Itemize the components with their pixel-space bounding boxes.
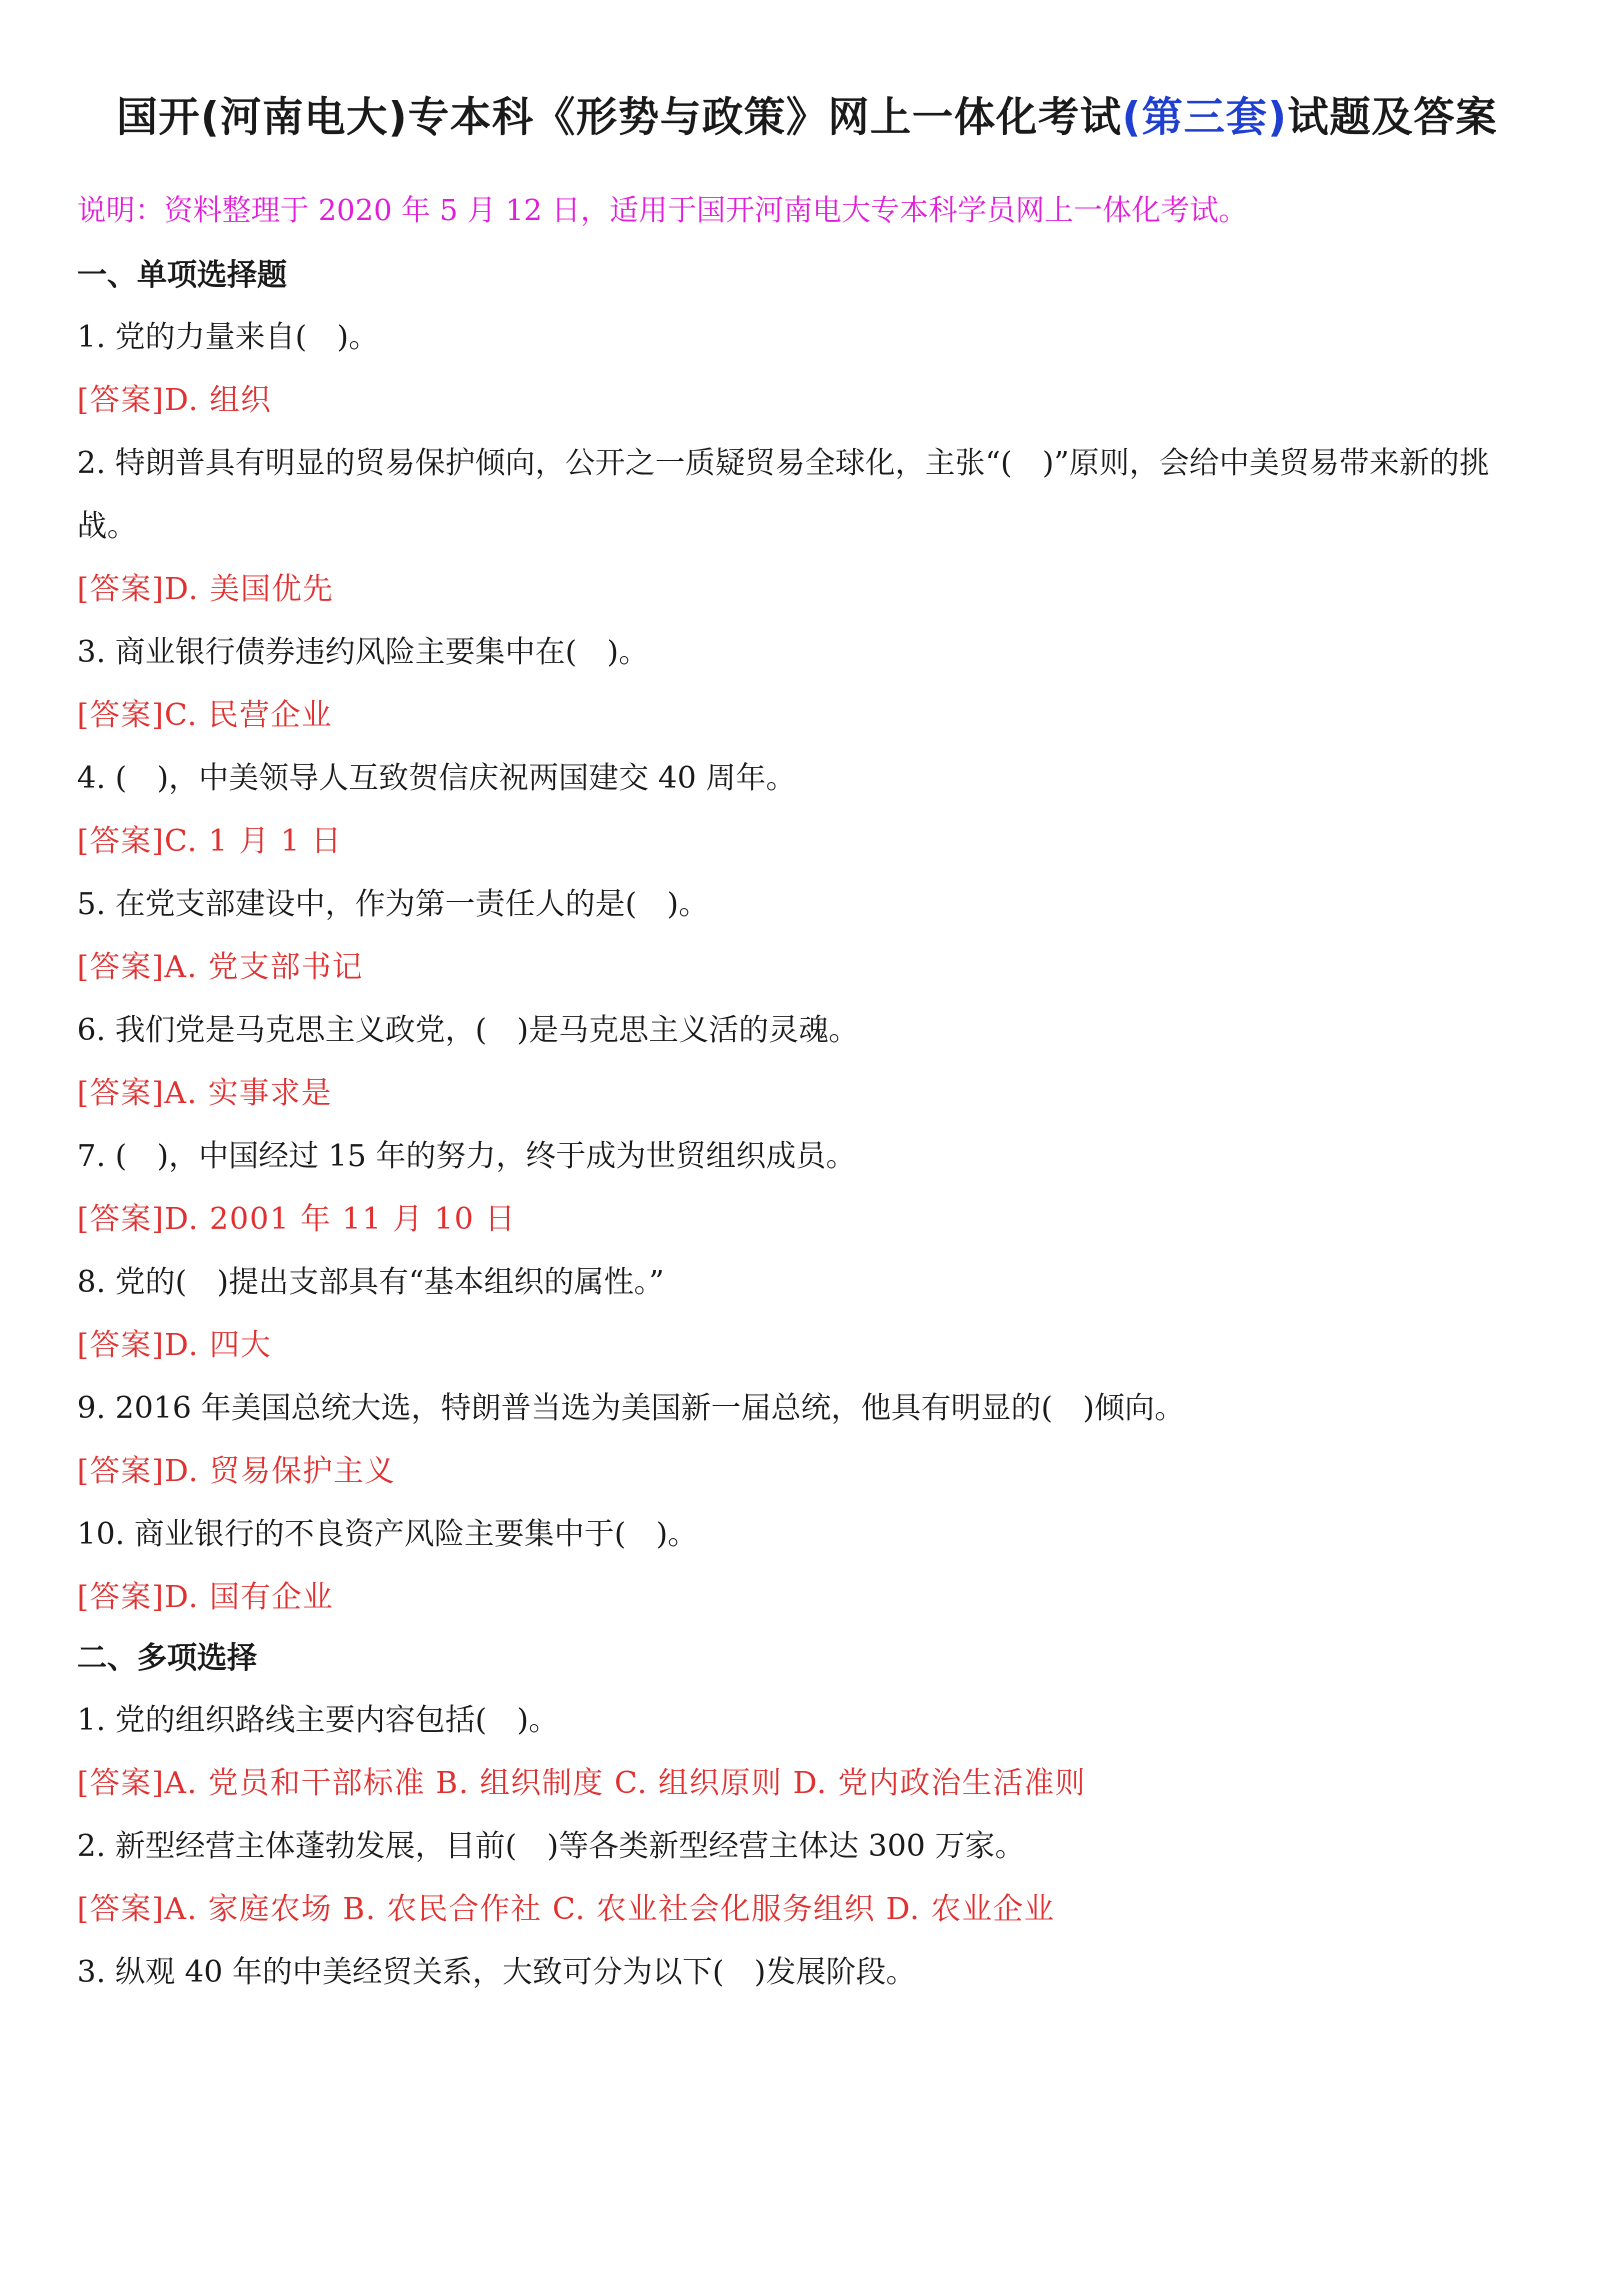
answer-text: [答案]D. 组织 (77, 383, 272, 418)
question-text: 10. 商业银行的不良资产风险主要集中于( )。 (77, 1517, 698, 1552)
answer-text: [答案]C. 1 月 1 日 (77, 824, 343, 859)
answer-text: [答案]C. 民营企业 (77, 698, 333, 733)
question-text: 6. 我们党是马克思主义政党，( )是马克思主义活的灵魂。 (77, 1013, 859, 1048)
question-text: 4. ( )，中美领导人互致贺信庆祝两国建交 40 周年。 (77, 761, 796, 796)
question-text: 2. 新型经营主体蓬勃发展，目前( )等各类新型经营主体达 300 万家。 (77, 1829, 1025, 1864)
question-text: 5. 在党支部建设中，作为第一责任人的是( )。 (77, 887, 709, 922)
answer-text: [答案]A. 实事求是 (77, 1076, 333, 1111)
question-item (77, 873, 1537, 999)
question-item (77, 432, 1537, 621)
question-item (77, 1125, 1537, 1251)
question-item (77, 306, 1537, 432)
answer-text: [答案]A. 党员和干部标准 B. 组织制度 C. 组织原则 D. 党内政治生活准则 (77, 1766, 1086, 1801)
question-text: 1. 党的组织路线主要内容包括( )。 (77, 1703, 559, 1738)
answer-text: [答案]D. 四大 (77, 1328, 272, 1363)
question-text: 1. 党的力量来自( )。 (77, 320, 379, 355)
section-heading-single-choice: 一、单项选择题 (77, 258, 287, 293)
title-main: 国开(河南电大)专本科《形势与政策》网上一体化考试 (116, 93, 1122, 141)
answer-text: [答案]A. 家庭农场 B. 农民合作社 C. 农业社会化服务组织 D. 农业企业 (77, 1892, 1055, 1927)
answer-text: [答案]D. 国有企业 (77, 1580, 334, 1615)
title-suffix: 试题及答案 (1287, 93, 1498, 141)
title-set-highlight: (第三套) (1122, 93, 1288, 141)
question-text: 3. 纵观 40 年的中美经贸关系，大致可分为以下( )发展阶段。 (77, 1955, 916, 1990)
answer-text: [答案]D. 2001 年 11 月 10 日 (77, 1202, 516, 1237)
question-item (77, 1689, 1537, 1815)
question-text: 2. 特朗普具有明显的贸易保护倾向，公开之一质疑贸易全球化，主张“( )”原则，会给中美贸易带来新的挑战。 (77, 446, 1490, 544)
question-text: 8. 党的( )提出支部具有“基本组织的属性。” (77, 1265, 665, 1300)
question-item (77, 1251, 1537, 1377)
question-item (77, 1503, 1537, 1629)
question-item (77, 999, 1537, 1125)
question-item (77, 1815, 1537, 1941)
question-text: 9. 2016 年美国总统大选，特朗普当选为美国新一届总统，他具有明显的( )倾向。 (77, 1391, 1185, 1426)
question-item (77, 621, 1537, 747)
section-heading-multiple-choice: 二、多项选择 (77, 1641, 257, 1676)
question-item (77, 1941, 1537, 2004)
question-item (77, 747, 1537, 873)
question-item (77, 1377, 1537, 1503)
document-note: 说明：资料整理于 2020 年 5 月 12 日，适用于国开河南电大专本科学员网上一体化考试。 (77, 193, 1248, 227)
question-text: 7. ( )，中国经过 15 年的努力，终于成为世贸组织成员。 (77, 1139, 856, 1174)
question-text: 3. 商业银行债券违约风险主要集中在( )。 (77, 635, 649, 670)
answer-text: [答案]A. 党支部书记 (77, 950, 364, 985)
answer-text: [答案]D. 美国优先 (77, 572, 334, 607)
answer-text: [答案]D. 贸易保护主义 (77, 1454, 396, 1489)
document-title (77, 80, 1537, 154)
